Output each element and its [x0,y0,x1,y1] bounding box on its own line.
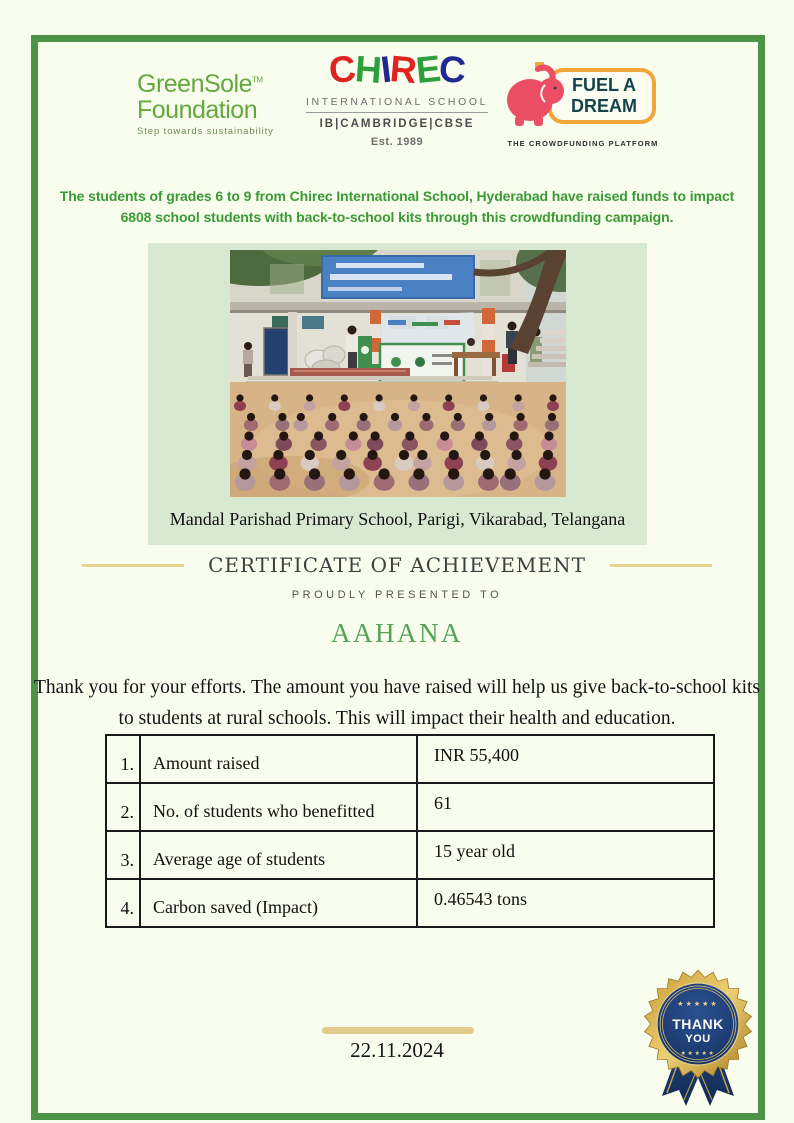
cell-value: 61 [417,783,714,831]
fuel-a-dream-logo [504,60,662,148]
fuel-line1: FUEL A [571,75,637,95]
table-row [106,735,714,783]
table-row [106,783,714,831]
cell-value: INR 55,400 [417,735,714,783]
stats-table-body [106,735,714,927]
cell-num: 4. [106,879,140,927]
greensole-logo [137,72,302,137]
chirec-letter: C [437,48,467,91]
photo-caption: Mandal Parishad Primary School, Parigi, Vikarabad, Telangana [169,509,626,529]
chirec-letter: E [413,47,442,92]
cell-value: 0.46543 tons [417,879,714,927]
cell-label: Average age of students [140,831,417,879]
chirec-letter: R [388,47,418,92]
greensole-tm: TM [252,75,263,85]
thank-you-badge [639,970,757,1110]
greensole-name-line2: Foundation [137,95,258,124]
title-right-line [610,564,712,567]
cell-num: 2. [106,783,140,831]
certificate-date: 22.11.2024 [350,1038,444,1062]
cell-label: Amount raised [140,735,417,783]
fuel-tagline: THE CROWDFUNDING PLATFORM [507,139,659,148]
stats-table [105,734,715,928]
badge-stars-top: ★★★★★ [677,1000,719,1008]
table-row [106,879,714,927]
cell-value: 15 year old [417,831,714,879]
cell-num: 1. [106,735,140,783]
badge-stars-bottom: ★★★★★ [680,1050,716,1057]
photo-card [148,243,647,545]
badge-thank: THANK [672,1016,724,1032]
cell-label: No. of students who benefitted [140,783,417,831]
presented-to-label: PROUDLY PRESENTED TO [291,589,503,601]
chirec-school-line: INTERNATIONAL SCHOOL [306,96,488,113]
chirec-letter: C [326,47,357,92]
fuel-a-dream-elephant-icon [504,60,662,132]
chirec-boards-line: IB|CAMBRIDGE|CBSE [319,118,475,130]
greensole-name-line1: GreenSole [137,70,253,98]
cell-label: Carbon saved (Impact) [140,879,417,927]
chirec-letter: H [353,48,382,91]
thank-you-message: Thank you for your efforts. The amount you have raised will help us give back-to-school kits to students at rural schools. This will impact their health and education. [33,677,761,729]
table-row [106,831,714,879]
title-row [70,553,724,577]
chirec-logo [287,47,507,148]
chirec-wordmark [287,47,507,92]
cell-num: 3. [106,831,140,879]
certificate-title: CERTIFICATE OF ACHIEVEMENT [208,553,586,577]
recipient-name: AAHANA [331,618,463,648]
fuel-line2: DREAM [571,96,637,116]
greensole-tagline: Step towards sustainability [137,126,274,137]
badge-you: YOU [685,1033,711,1045]
chirec-established: Est. 1989 [370,136,424,148]
chirec-letter: I [377,48,393,91]
greensole-name [137,72,302,98]
title-left-line [82,564,184,567]
date-divider-line [322,1027,474,1034]
intro-text: The students of grades 6 to 9 from Chirec International School, Hyderabad have raised funds to impact 6808 school students with back-to-school kits through this crowdfunding campaign. [59,188,735,225]
school-photo [230,250,566,497]
